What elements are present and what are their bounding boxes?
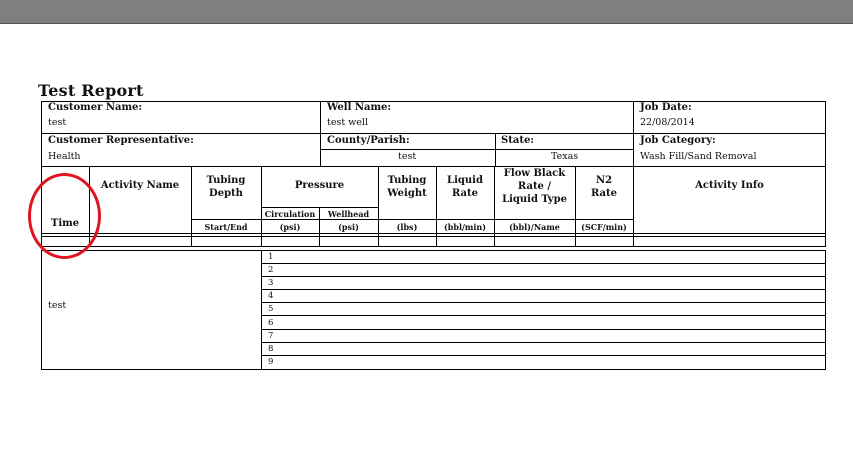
col-n2-rate: N2 Rate [590, 175, 617, 199]
col-liquid-rate: Liquid Rate [447, 175, 483, 199]
line-number: 2 [268, 265, 274, 275]
col-time: Time [50, 218, 80, 229]
window-top-bar [0, 0, 853, 24]
col-liquid-rate-unit: (bbl/min) [443, 222, 487, 232]
entry-label: test [48, 300, 67, 311]
col-activity-name: Activity Name [100, 180, 180, 191]
line-number: 9 [268, 357, 274, 367]
col-tubing-depth-unit: Start/End [204, 222, 248, 232]
line-number: 8 [268, 344, 274, 354]
customer-name-value: test [48, 117, 67, 128]
job-category-value: Wash Fill/Sand Removal [640, 151, 757, 162]
line-number: 4 [268, 291, 274, 301]
line-number: 1 [268, 252, 274, 262]
col-tubing-weight: Tubing Weight [387, 175, 427, 199]
col-pressure: Pressure [294, 180, 345, 191]
col-wellhead: Wellhead [327, 209, 370, 219]
col-n2-rate-unit: (SCF/min) [581, 222, 627, 232]
col-tubing-weight-unit: (lbs) [396, 222, 418, 232]
job-date-value: 22/08/2014 [640, 117, 695, 128]
report-title: Test Report [38, 81, 144, 100]
col-circulation-unit: (psi) [279, 222, 301, 232]
col-circulation: Circulation [264, 209, 316, 219]
well-name-value: test well [327, 117, 368, 128]
line-number: 7 [268, 331, 274, 341]
job-date-label: Job Date: [640, 102, 692, 113]
col-flow-back: Flow Black Rate / Liquid Type [502, 168, 567, 205]
county-label: County/Parish: [327, 135, 410, 146]
line-number: 6 [268, 318, 274, 328]
line-number: 3 [268, 278, 274, 288]
col-tubing-depth: Tubing Depth [206, 175, 246, 199]
col-wellhead-unit: (psi) [338, 222, 359, 232]
state-label: State: [501, 135, 534, 146]
customer-name-label: Customer Name: [48, 102, 143, 113]
customer-rep-label: Customer Representative: [48, 135, 194, 146]
col-flow-back-unit: (bbl)/Name [509, 222, 560, 232]
annotation-circle [28, 173, 101, 259]
line-number: 5 [268, 304, 274, 314]
county-value: test [398, 151, 417, 162]
state-value: Texas [551, 151, 579, 162]
well-name-label: Well Name: [327, 102, 392, 113]
job-category-label: Job Category: [640, 135, 716, 146]
customer-rep-value: Health [48, 151, 81, 162]
entry-table [41, 250, 826, 370]
col-activity-info: Activity Info [695, 180, 764, 191]
